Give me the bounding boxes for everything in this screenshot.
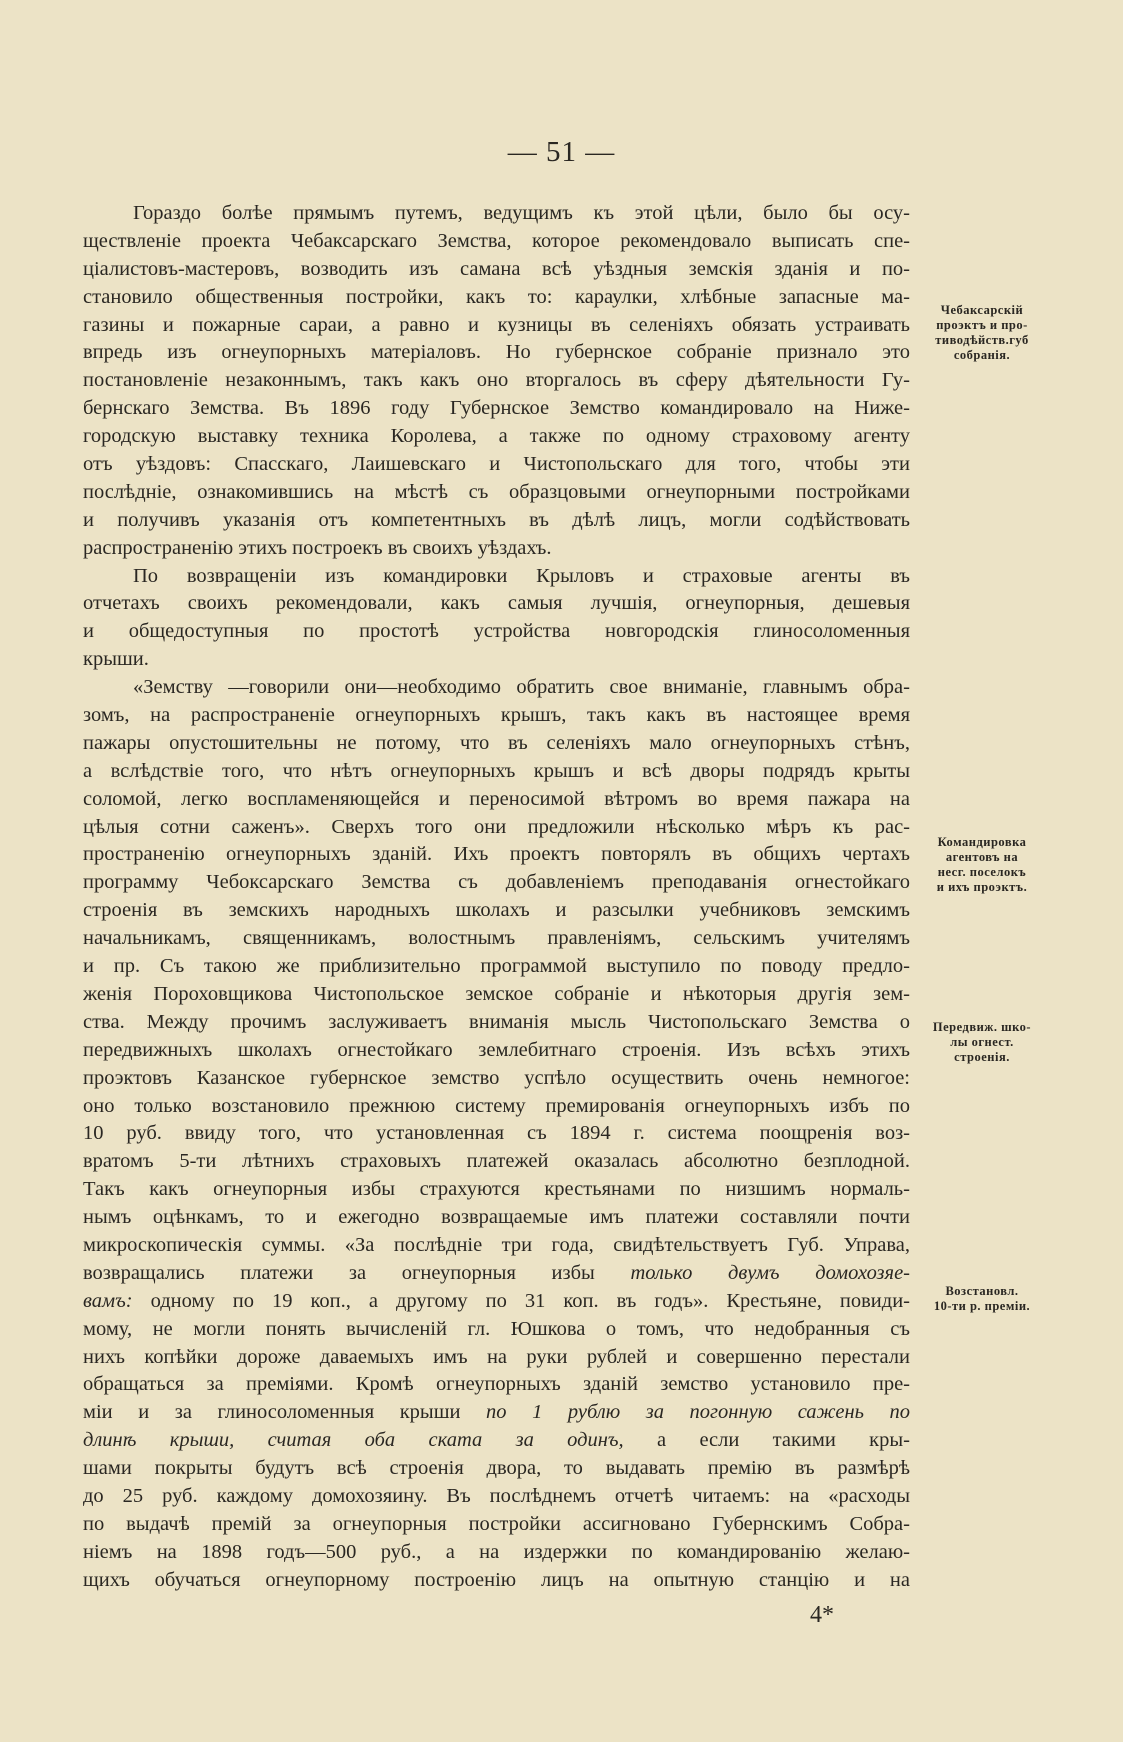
text-line: бернскаго Земства. Въ 1896 году Губернское Земство командировало на Ниже- [83, 397, 910, 420]
text-line: строенія въ земскихъ народныхъ школахъ и разсылки учебниковъ земскимъ [83, 899, 910, 922]
margin-note-line: агентовъ на [945, 850, 1019, 864]
italic-fragment: по 1 рублю за погонную сажень по [486, 1401, 910, 1424]
margin-note-line: лы огнест. [950, 1035, 1014, 1049]
text-line: крыши. [83, 648, 149, 671]
text-fragment: возвращались платежи за огнеупорныя избы [83, 1261, 595, 1284]
text-line: ніемъ на 1898 годъ—500 руб., а на издержки по командированію желаю- [83, 1540, 910, 1563]
text-line: пространенію огнеупорныхъ зданій. Ихъ проектъ повторялъ въ общихъ чертахъ [83, 843, 910, 866]
text-line: пажары опустошительны не потому, что въ селеніяхъ мало огнеупорныхъ стѣнъ, [83, 731, 910, 754]
text-line: шами покрыты будутъ всѣ строенія двора, то выдавать премію въ размѣрѣ [83, 1457, 910, 1480]
signature-mark: 4* [810, 1602, 834, 1628]
main-text [83, 200, 910, 1595]
text-fragment: а если такими кры- [657, 1429, 910, 1452]
text-line: и пр. Съ такою же приблизительно программой выступило по поводу предло- [83, 955, 910, 978]
margin-note [908, 1284, 1056, 1314]
text-line: зомъ, на распространеніе огнеупорныхъ крышъ, такъ какъ въ настоящее время [83, 704, 910, 727]
italic-fragment: вамъ: [83, 1289, 133, 1312]
margin-note-line: Командировка [937, 835, 1027, 849]
text-line: постановленіе незаконнымъ, такъ какъ оно вторгалось въ сферу дѣятельности Гу- [83, 369, 910, 392]
page-number: — 51 — [507, 136, 616, 168]
text-line: программу Чебоксарскаго Земства съ добавленіемъ преподаванія огнестойкаго [83, 871, 910, 894]
margin-note-line: строенія. [954, 1050, 1010, 1064]
text-line [83, 1427, 910, 1455]
text-line: По возвращеніи изъ командировки Крыловъ и страховые агенты въ [133, 564, 910, 587]
text-line: обращаться за преміями. Кромѣ огнеупорныхъ зданій земство установило пре- [83, 1373, 910, 1396]
text-line: а вслѣдствіе того, что нѣтъ огнеупорныхъ крышъ и всѣ дворы подрядъ крыты [83, 759, 910, 782]
text-line: женія Пороховщикова Чистопольское земское собраніе и нѣкоторыя другія зем- [83, 982, 910, 1005]
margin-note-line: Чебаксарскій [940, 303, 1024, 317]
italic-fragment: длинѣ крыши, считая оба ската за одинъ, [83, 1429, 624, 1452]
text-line: и получивъ указанія отъ компетентныхъ въ дѣлѣ лицъ, могли содѣйствовать [83, 508, 910, 531]
text-line: нихъ копѣйки дороже даваемыхъ имъ на руки рублей и совершенно перестали [83, 1345, 910, 1368]
margin-note-line: 10-ти р. преміи. [933, 1299, 1031, 1313]
text-line: Гораздо болѣе прямымъ путемъ, ведущимъ къ этой цѣли, было бы осу- [133, 202, 910, 224]
margin-note-line: несг. поселокъ [937, 865, 1027, 879]
text-line: щихъ обучаться огнеупорному построенію лицъ на опытную станцію и на [83, 1568, 910, 1591]
text-line: проэктовъ Казанское губернское земство успѣло осуществить очень немногое: [83, 1066, 910, 1089]
text-line [83, 1288, 910, 1316]
text-line: распространенію этихъ построекъ въ своихъ уѣздахъ. [83, 536, 552, 559]
text-line: 10 руб. ввиду того, что установленная съ 1894 г. система поощренія воз- [83, 1122, 910, 1145]
text-line: мому, не могли понять вычисленій гл. Юшкова о томъ, что недобранныя съ [83, 1317, 910, 1340]
text-line: ществленіе проекта Чебаксарскаго Земства, которое рекомендовало выписать спе- [83, 229, 910, 252]
text-line: городскую выставку техника Королева, а также по одному страховому агенту [83, 425, 910, 448]
text-line: по выдачѣ премій за огнеупорныя постройки ассигновано Губернскимъ Собра- [83, 1512, 910, 1535]
text-line: отчетахъ своихъ рекомендовали, какъ самыя лучшія, огнеупорныя, дешевыя [83, 592, 910, 615]
text-line [83, 1260, 910, 1288]
italic-fragment: только двумъ домохозяе- [630, 1261, 910, 1284]
text-line: передвижныхъ школахъ огнестойкаго землебитнаго строенія. Изъ всѣхъ этихъ [83, 1038, 910, 1061]
text-line: оно только возстановило прежнюю систему премированія огнеупорныхъ избъ по [83, 1094, 910, 1117]
text-line: газины и пожарные сараи, а равно и кузницы въ селеніяхъ обязать устраивать [83, 313, 910, 336]
text-line: соломой, легко воспламеняющейся и переносимой вѣтромъ во время пажара на [83, 787, 910, 810]
margin-note [908, 835, 1056, 895]
margin-note-line: Возстановл. [945, 1284, 1019, 1298]
text-line: вратомъ 5-ти лѣтнихъ страховыхъ платежей оказалась абсолютно безплодной. [83, 1150, 910, 1173]
margin-note-line: и ихъ проэктъ. [936, 880, 1028, 894]
text-line: впредь изъ огнеупорныхъ матеріаловъ. Но губернское собраніе признало это [83, 341, 910, 364]
text-line: Такъ какъ огнеупорныя избы страхуются крестьянами по низшимъ нормаль- [83, 1178, 910, 1201]
text-line: «Земству —говорили они—необходимо обратить свое вниманіе, главнымъ обра- [133, 676, 910, 699]
text-line: до 25 руб. каждому домохозяину. Въ послѣднемъ отчетѣ читаемъ: на «расходы [83, 1484, 910, 1507]
text-line: становило общественныя постройки, какъ то: караулки, хлѣбные запасные ма- [83, 285, 910, 308]
text-line: ства. Между прочимъ заслуживаетъ вниманія мысль Чистопольскаго Земства о [83, 1010, 910, 1033]
text-line [83, 1399, 910, 1427]
text-fragment: міи и за глиносоломенныя крыши [83, 1401, 461, 1424]
text-line: и общедоступныя по простотѣ устройства новгородскія глиносоломенныя [83, 620, 910, 643]
text-line: ціалистовъ-мастеровъ, возводить изъ самана всѣ уѣздныя земскія зданія и по- [83, 257, 910, 280]
margin-note-line: проэктъ и про- [936, 318, 1028, 332]
text-line: отъ уѣздовъ: Спасскаго, Лаишевскаго и Чистопольскаго для того, чтобы эти [83, 453, 910, 476]
margin-note-line: тиводѣйств.губ [935, 333, 1029, 347]
margin-note-line: собранія. [953, 348, 1011, 362]
text-line: нымъ оцѣнкамъ, то и ежегодно возвращаемые имъ платежи составляли почти [83, 1206, 910, 1229]
margin-note [908, 1020, 1056, 1065]
text-fragment: одному по 19 коп., а другому по 31 коп. въ годъ». Крестьяне, повиди- [150, 1289, 910, 1312]
text-line: начальникамъ, священникамъ, волостнымъ правленіямъ, сельскимъ учителямъ [83, 927, 910, 950]
margin-note [908, 303, 1056, 363]
text-line: микроскопическія суммы. «За послѣдніе три года, свидѣтельствуетъ Губ. Управа, [83, 1233, 910, 1256]
text-line: послѣдніе, ознакомившись на мѣстѣ съ образцовыми огнеупорными постройками [83, 480, 910, 503]
margin-note-line: Передвиж. шко- [932, 1020, 1032, 1034]
text-line: цѣлыя сотни саженъ». Сверхъ того они предложили нѣсколько мѣръ къ рас- [83, 815, 910, 838]
